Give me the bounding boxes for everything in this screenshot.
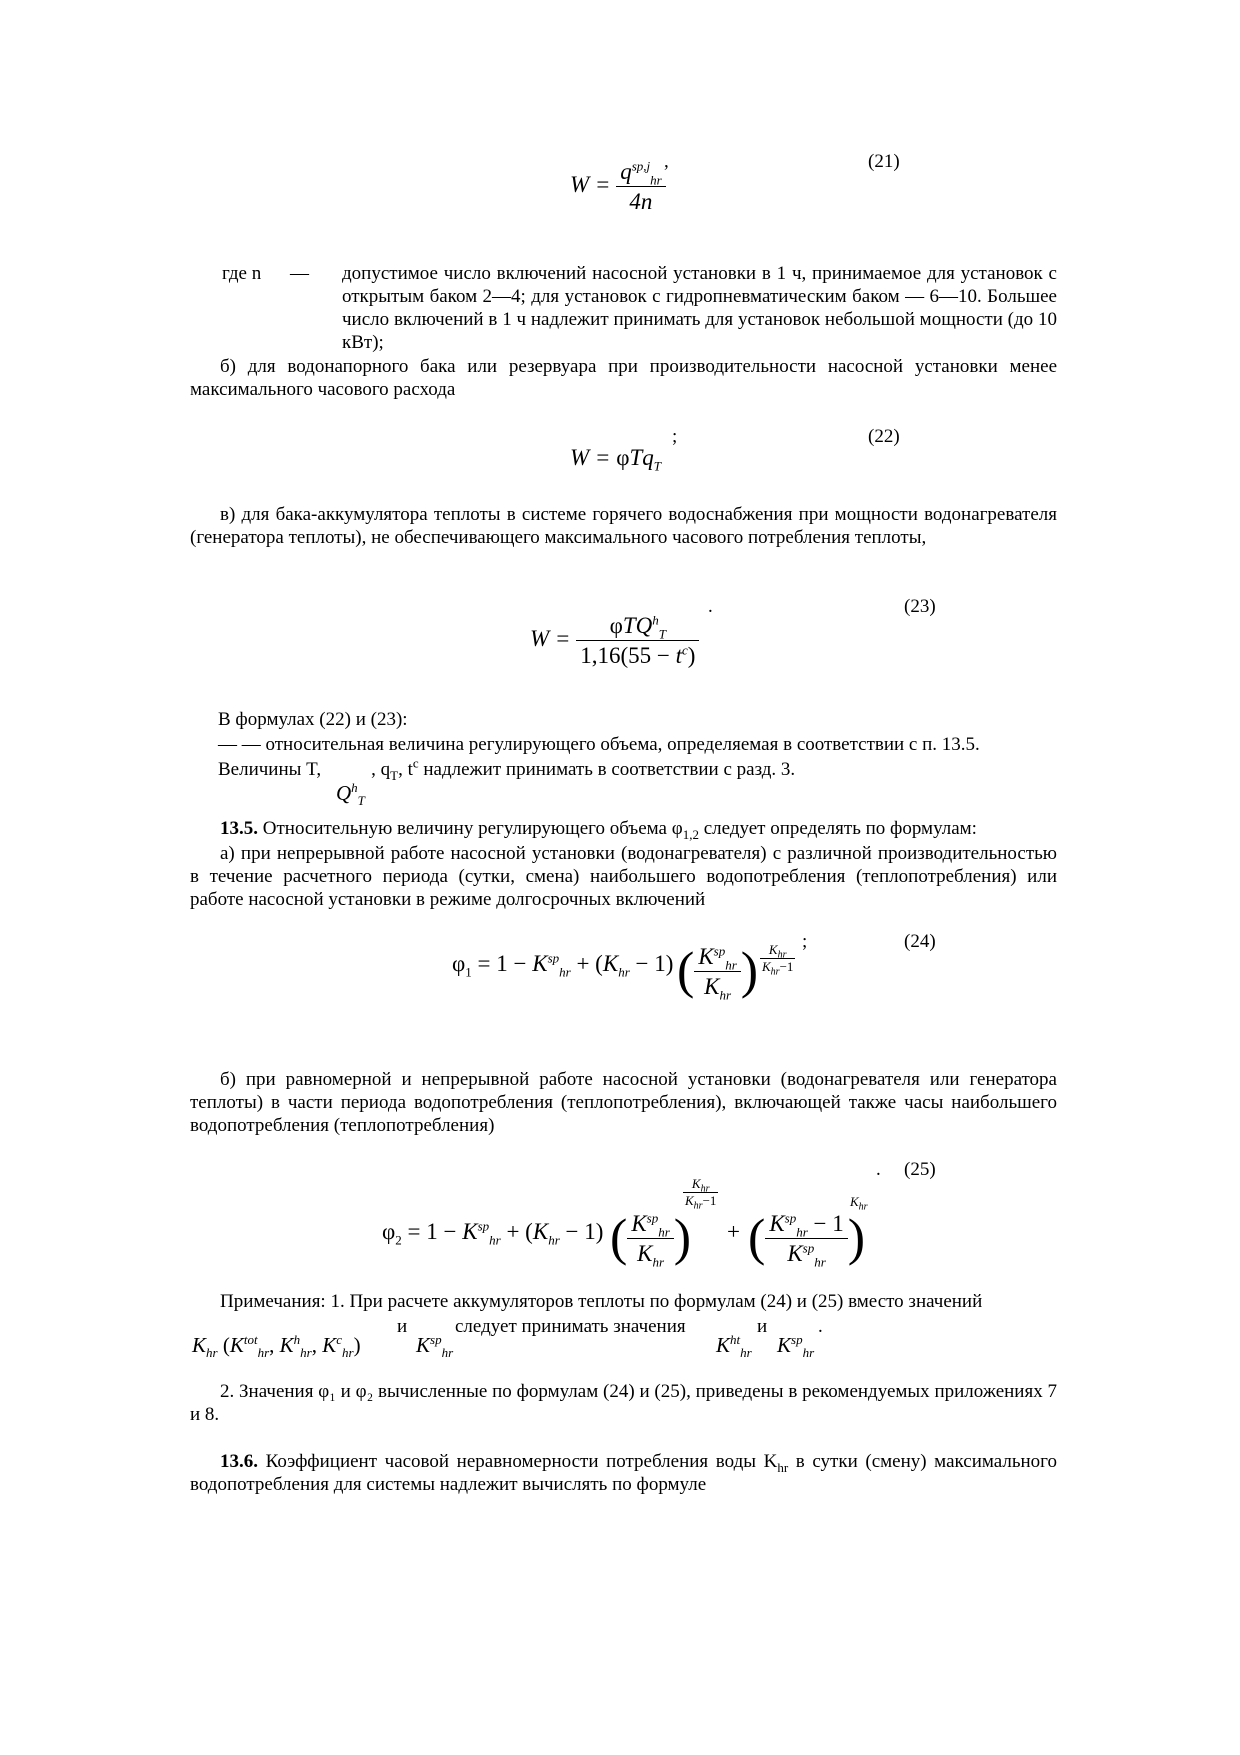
formula-21 (570, 160, 666, 213)
formula-25-minus1: − 1) (559, 1219, 604, 1244)
formula-22-number: (22) (868, 426, 900, 447)
formula-25-fraction-1 (627, 1210, 673, 1270)
formula-23-den-post: ) (687, 643, 696, 668)
formula-24-bracket (677, 942, 759, 1003)
formula-23-t-sup: c (681, 642, 688, 658)
formula-25-phi-sub: 2 (395, 1232, 402, 1248)
formula-25-bracket-1 (610, 1209, 692, 1270)
formula-25-plus: + ( (500, 1219, 533, 1244)
formula-21-q: q (620, 159, 632, 184)
formula-25-exp1-den-sub: hr (693, 1200, 703, 1212)
notes-2: 2. Значения φ₁ и φ₂ вычисленные по формулам (24) и (25), приведены в рекомендуемых приложениях 7 и 8. (190, 1381, 1057, 1425)
formula-25-rparen-1: ) (673, 1209, 692, 1267)
formula-25-plus2: + (727, 1219, 740, 1244)
formula-24-K1-sub: hr (559, 964, 571, 980)
formula-24-exp-den-post: −1 (779, 959, 794, 974)
formula-25-frac1-den-sub: hr (652, 1254, 665, 1270)
formula-25-frac2-K-num: K (769, 1211, 785, 1236)
formula-24-fraction (694, 943, 740, 1003)
formula-24-phi-sub: 1 (465, 964, 472, 980)
notes-Ksp: K (416, 1333, 431, 1357)
formula-24-eq: = 1 − (471, 951, 533, 976)
formula-25-frac2-num-post: − 1 (807, 1211, 844, 1236)
formula-23 (530, 614, 699, 667)
paragraph-13-6 (190, 1450, 1057, 1496)
formula-25-frac2-num-sub: hr (796, 1224, 808, 1240)
formula-24-exp-K-sub: hr (777, 949, 787, 961)
formula-25-rparen-2: ) (847, 1209, 866, 1267)
section-13-5-text-post: следует определять по формулам: (698, 818, 977, 839)
notes-K-sub: hr (206, 1345, 218, 1361)
formula-25-K2-sub: hr (548, 1232, 560, 1248)
notes-1-Ksp (416, 1332, 454, 1361)
notes-Ktot: K (229, 1333, 244, 1357)
values-t: , t (398, 759, 413, 780)
section-13-6-text: Коэффициент часовой неравномерности потребления воды K (258, 1451, 778, 1472)
section-13-5-text: Относительную величину регулирующего объема φ (258, 818, 683, 839)
formula-25-frac2-den-sub: hr (814, 1254, 826, 1270)
formula-24-exp-den-K: K (762, 959, 771, 974)
formula-23-T: T (622, 613, 636, 638)
formula-24-K1-sup: sp (547, 950, 560, 966)
notes-Ksp2: K (777, 1333, 792, 1357)
where-label: где n (222, 263, 262, 284)
formula-25-exp1-K-sub: hr (700, 1183, 710, 1195)
notes-Kht: K (716, 1333, 731, 1357)
formulas-intro: В формулах (22) и (23): (218, 709, 408, 730)
formula-25-K2: K (532, 1219, 549, 1244)
formula-24-K2: K (602, 951, 619, 976)
values-line (218, 755, 796, 783)
notes-Ktot-sub: hr (257, 1345, 270, 1361)
formula-21-sub: hr (650, 172, 662, 188)
values-Q-sup: h (351, 780, 358, 795)
section-13-5-sub: 1,2 (682, 826, 699, 842)
formula-24-frac-K-den: K (704, 974, 720, 999)
formula-22-punct: ; (672, 426, 678, 447)
formula-23-number: (23) (904, 596, 936, 617)
phi-definition: — — относительная величина регулирующего объема, определяемая в соответствии с п. 13.5. (218, 734, 980, 755)
formula-24-exponent (760, 942, 795, 978)
notes-Ktot-sup: tot (243, 1332, 258, 1347)
formula-23-lhs: W = (530, 625, 571, 651)
formula-24-frac-K-num: K (698, 944, 714, 969)
notes-1-and-2: и (757, 1316, 768, 1337)
formula-21-denominator: 4n (629, 189, 653, 214)
formula-22-phi: φ (616, 445, 630, 470)
notes-1-Ksp-2 (777, 1332, 815, 1361)
section-13-6-sub: hr (777, 1459, 789, 1475)
section-13-5-number: 13.5. (220, 818, 258, 839)
formula-25-K1: K (462, 1219, 478, 1244)
formula-24-frac-den-sub: hr (719, 987, 732, 1003)
formula-25-K1-sub: hr (489, 1232, 501, 1248)
notes-Ksp-sup: sp (430, 1332, 442, 1347)
formula-25-lparen-1: ( (610, 1209, 628, 1267)
formula-22-T: T (629, 445, 643, 470)
notes-Kht-sup: ht (730, 1332, 741, 1347)
formula-25-exponent-1 (683, 1176, 718, 1212)
formula-25-frac1-K-num: K (631, 1211, 647, 1236)
formula-25-lparen-2: ( (748, 1209, 766, 1267)
paragraph-v-accumulator: в) для бака-аккумулятора теплоты в системе горячего водоснабжения при мощности водонагревателя (генератора теплоты), не обеспечивающего максимального часового потребления теплоты, (190, 504, 1057, 548)
formula-22-lhs: W = (570, 445, 617, 470)
notes-Kc: K (322, 1333, 337, 1357)
formula-25-frac1-K-den: K (637, 1241, 653, 1266)
formula-25-frac1-num-sub: hr (658, 1224, 670, 1240)
notes-1-K-group: $K_{hr}$ ($K^{tot}_{hr}$, $K^h_{hr}$, $K^c_{hr}$) (192, 1332, 361, 1361)
notes-1-and: и (397, 1316, 408, 1337)
formula-25-K1-sup: sp (477, 1218, 490, 1234)
formula-24-exp-fraction (760, 942, 795, 978)
formula-24-number: (24) (904, 931, 936, 952)
formula-24-exp-den-sub: hr (770, 966, 780, 978)
paragraph-b-uniform: б) при равномерной и непрерывной работе насосной установки (водонагревателя или генератора теплоты) в части периода водопотребления (теплопотребления), включающей также часы наибольшего водопотребления (теплопотребления) (190, 1069, 1057, 1136)
formula-22 (570, 445, 661, 474)
values-Q-symbol (336, 780, 365, 809)
formula-22-q: q (642, 445, 654, 470)
formula-25-exp2-K-sub: hr (858, 1201, 868, 1213)
notes-1-Kht (716, 1332, 752, 1361)
formula-23-phi: φ (609, 613, 623, 638)
where-text: допустимое число включений насосной установки в 1 ч, принимаемое для установок с открытым баком 2—4; для установок с гидропневматическим баком — 6—10. Большее число включений в 1 ч надлежит принимать для установок небольшой мощности (до 10 кВт); (342, 263, 1057, 353)
paragraph-13-5 (190, 817, 1057, 840)
formula-23-Q-sup: h (652, 612, 659, 628)
notes-Kc-sub: hr (342, 1345, 354, 1361)
values-pre: Величины T, (218, 759, 322, 780)
section-13-6-number: 13.6. (220, 1451, 258, 1472)
formula-24-punct: ; (802, 931, 808, 952)
notes-Kh-sup: h (293, 1332, 301, 1347)
formula-24-phi: φ (452, 951, 466, 976)
formula-25-exp1-den-post: −1 (702, 1193, 717, 1208)
notes-K: K (192, 1333, 207, 1357)
notes-1-dot: . (818, 1316, 823, 1337)
formula-25-frac2-K-den: K (787, 1241, 803, 1266)
formula-24-frac-num-sup: sp (713, 943, 726, 959)
formula-21-sup: sp,j (631, 158, 651, 174)
formula-24-rparen: ) (740, 942, 759, 1000)
formula-21-lhs: W = (570, 171, 611, 197)
formula-25-exp1-fraction (683, 1176, 718, 1212)
formula-25-eq: = 1 − (401, 1219, 463, 1244)
values-t-sup: c (412, 755, 419, 771)
formula-25-exp1-den-K: K (685, 1193, 694, 1208)
formula-25-bracket-2 (748, 1209, 866, 1270)
values-q-sub: T (390, 767, 399, 783)
formula-25-fraction-2 (765, 1210, 847, 1270)
section-13-6-text-post: в сутки (смену) максимального водопотребления для системы надлежит вычислять по формуле (190, 1451, 1058, 1495)
notes-Kh-sub: hr (300, 1345, 312, 1361)
formula-23-den-pre: 1,16(55 − (580, 643, 676, 668)
formula-25-punct: . (876, 1159, 881, 1180)
paragraph-b-tank: б) для водонапорного бака или резервуара при производительности насосной установки менее максимального часового расхода (190, 356, 1057, 400)
formula-21-number: (21) (868, 151, 900, 172)
formula-24-K1: K (532, 951, 548, 976)
formula-24 (452, 950, 674, 980)
formula-23-t: t (675, 643, 682, 668)
formula-24-K2-sub: hr (618, 964, 630, 980)
notes-Kht-sub: hr (740, 1345, 752, 1361)
formula-25-frac2-num-sup: sp (784, 1210, 797, 1226)
formula-24-lparen: ( (677, 942, 695, 1000)
formula-25-exp2-K: K (850, 1194, 859, 1209)
formula-21-punct: , (664, 151, 669, 172)
notes-Ksp-sub: hr (441, 1345, 454, 1361)
notes-Ksp2-sup: sp (791, 1332, 803, 1347)
notes-1: Примечания: 1. При расчете аккумуляторов теплоты по формулам (24) и (25) вместо значений (220, 1291, 983, 1312)
formula-24-frac-num-sub: hr (725, 957, 737, 973)
formula-25-phi: φ (382, 1219, 396, 1244)
formula-25-exp1-K: K (691, 1176, 701, 1191)
notes-Kc-sup: c (336, 1332, 343, 1347)
formula-25-exponent-2 (850, 1190, 868, 1213)
values-q: , q (371, 759, 391, 780)
formula-25-frac2-den-sup: sp (802, 1240, 815, 1256)
formula-25-number: (25) (904, 1159, 936, 1180)
paragraph-a-continuous: а) при непрерывной работе насосной установки (водонагревателя) с различной производительностью в течение расчетного периода (сутки, смена) наибольшего водопотребления (теплопотребления) или работе насосной установки в режиме долгосрочных включений (190, 843, 1057, 910)
formula-24-exp-K: K (768, 942, 778, 957)
formula-23-punct: . (708, 596, 713, 617)
values-end: надлежит принимать в соответствии с разд. 3. (418, 759, 796, 780)
where-dash: — (290, 263, 309, 284)
formula-24-plus: + ( (570, 951, 603, 976)
notes-Kh: K (279, 1333, 294, 1357)
formula-24-minus1: − 1) (629, 951, 674, 976)
formula-23-fraction (576, 614, 699, 667)
formula-22-q-sub: T (653, 458, 661, 474)
formula-23-Q: Q (635, 613, 653, 638)
formula-23-Q-sub: T (658, 626, 667, 642)
notes-1-follow: следует принимать значения (455, 1316, 686, 1337)
formula-21-fraction (616, 160, 665, 213)
values-Q: Q (336, 781, 352, 805)
notes-Ksp2-sub: hr (802, 1345, 815, 1361)
values-Q-sub: T (357, 793, 365, 809)
formula-25 (382, 1218, 604, 1248)
formula-25-frac1-num-sup: sp (646, 1210, 659, 1226)
